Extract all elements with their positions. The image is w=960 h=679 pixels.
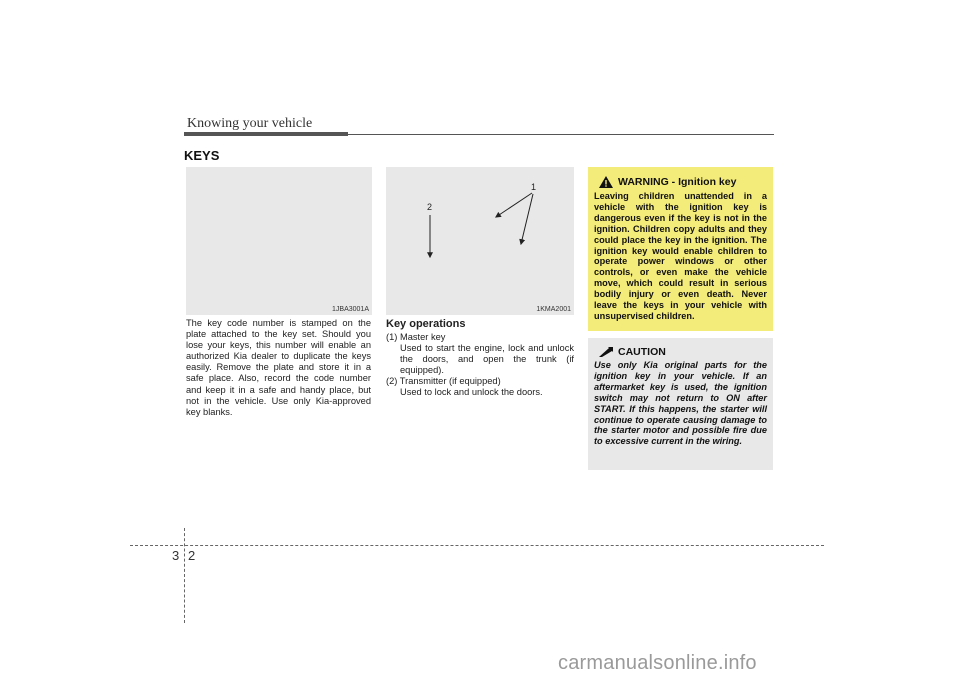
warning-title: WARNING - Ignition key — [618, 176, 737, 188]
page-header-title: Knowing your vehicle — [187, 116, 313, 131]
callout-arrows — [386, 167, 574, 315]
callout-arrow-1a — [496, 193, 532, 217]
callout-arrow-1b — [521, 194, 533, 244]
warning-header — [594, 175, 767, 189]
transmitter-label: (2) Transmitter (if equipped) — [386, 376, 501, 387]
callout-label-1: 1 — [531, 182, 537, 192]
keys-figure — [386, 167, 574, 315]
master-key-label: (1) Master key — [386, 332, 446, 342]
watermark-link[interactable]: carmanualsonline.info — [558, 652, 757, 674]
header-rule — [348, 134, 774, 135]
key-plate-figure — [186, 167, 372, 315]
figure-code: 1JBA3001A — [332, 306, 369, 313]
warning-triangle-icon — [598, 175, 614, 189]
caution-box — [588, 338, 773, 470]
figure-code: 1KMA2001 — [536, 306, 571, 313]
section-number: 3 — [172, 548, 180, 563]
key-operations-title: Key operations — [386, 318, 466, 330]
callout-label-2: 2 — [427, 202, 433, 212]
caution-title: CAUTION — [618, 346, 666, 358]
header-bar — [184, 132, 348, 136]
footer-vertical-rule — [184, 528, 185, 623]
page-number: 2 — [188, 548, 196, 563]
footer-horizontal-rule — [130, 545, 824, 546]
warning-text: Leaving children unattended in a vehicle with the ignition key is dangerous even if the key is not in the ignition. Children copy adults and they could place the key in the ignition. The ignition key would enable children to operate power windows or other controls, or even make the vehicle move, which could result in serious bodily injury or even death. Never leave the keys in your vehicle with unsupervised children. — [594, 191, 767, 321]
caution-text: Use only Kia original parts for the ignition key in your vehicle. If an aftermarket key is used, the ignition switch may not return to ON after START. If this happens, the starter will continue to operate causing damage to the starter motor and possible fire due to excessive current in the wiring. — [594, 360, 767, 447]
caution-header — [594, 346, 767, 358]
transmitter-description: Used to lock and unlock the doors. — [400, 387, 543, 398]
warning-box — [588, 167, 773, 331]
caution-wrench-icon — [598, 346, 614, 358]
key-code-paragraph: The key code number is stamped on the plate attached to the key set. Should you lose your keys, this number will enable an authorized Kia dealer to duplicate the keys easily. Remove the plate and store it in a safe place. Also, record the code number and keep it in a safe and handy place, but not in the vehicle. Use only Kia-approved key blanks. — [186, 318, 371, 417]
key-operations — [386, 318, 574, 399]
master-key-description: Used to start the engine, lock and unlock the doors, and open the trunk (if equipped). — [400, 343, 574, 376]
section-title: KEYS — [184, 148, 220, 163]
